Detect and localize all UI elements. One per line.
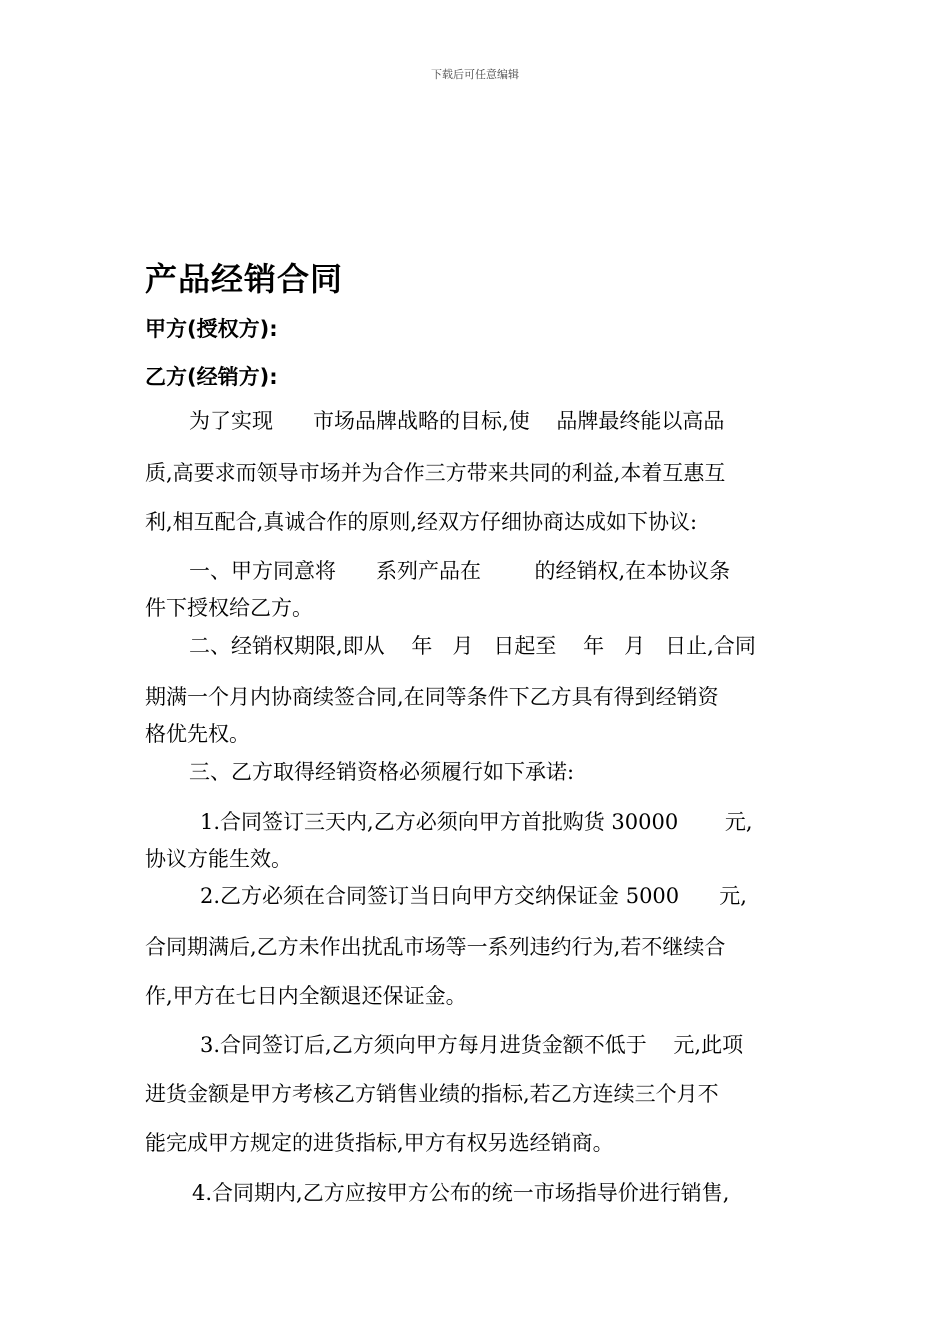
- clause-3-heading: 三、乙方取得经销资格必须履行如下承诺:: [189, 760, 575, 784]
- item-1-line: 1.合同签订三天内,乙方必须向甲方首批购货 30000 元,: [200, 810, 753, 834]
- clause-1-line: 件下授权给乙方。: [145, 596, 313, 620]
- paragraph-line: 利,相互配合,真诚合作的原则,经双方仔细协商达成如下协议:: [145, 510, 698, 534]
- item-2-line: 2.乙方必须在合同签订当日向甲方交纳保证金 5000 元,: [200, 884, 747, 908]
- paragraph-line: 为了实现 市场品牌战略的目标,使 品牌最终能以高品: [189, 409, 725, 433]
- item-1-line: 协议方能生效。: [145, 847, 292, 871]
- item-2-line: 合同期满后,乙方未作出扰乱市场等一系列违约行为,若不继续合: [145, 935, 726, 959]
- item-4-line: 4.合同期内,乙方应按甲方公布的统一市场指导价进行销售,: [192, 1181, 730, 1205]
- item-3-line: 进货金额是甲方考核乙方销售业绩的指标,若乙方连续三个月不: [145, 1082, 719, 1106]
- clause-2-line: 期满一个月内协商续签合同,在同等条件下乙方具有得到经销资: [145, 685, 719, 709]
- header-note: 下载后可任意编辑: [431, 68, 519, 81]
- clause-2-line: 二、经销权期限,即从 年 月 日起至 年 月 日止,合同: [189, 634, 756, 658]
- item-3-line: 3.合同签订后,乙方须向甲方每月进货金额不低于 元,此项: [200, 1033, 744, 1057]
- item-3-line: 能完成甲方规定的进货指标,甲方有权另选经销商。: [145, 1131, 614, 1155]
- document-title: 产品经销合同: [145, 260, 344, 298]
- party-b-label: 乙方(经销方):: [145, 365, 278, 389]
- paragraph-line: 质,高要求而领导市场并为合作三方带来共同的利益,本着互惠互: [145, 461, 726, 485]
- clause-2-line: 格优先权。: [145, 722, 250, 746]
- party-a-label: 甲方(授权方):: [145, 317, 278, 341]
- item-2-line: 作,甲方在七日内全额退还保证金。: [145, 984, 467, 1008]
- clause-1-line: 一、甲方同意将 系列产品在 的经销权,在本协议条: [189, 559, 731, 583]
